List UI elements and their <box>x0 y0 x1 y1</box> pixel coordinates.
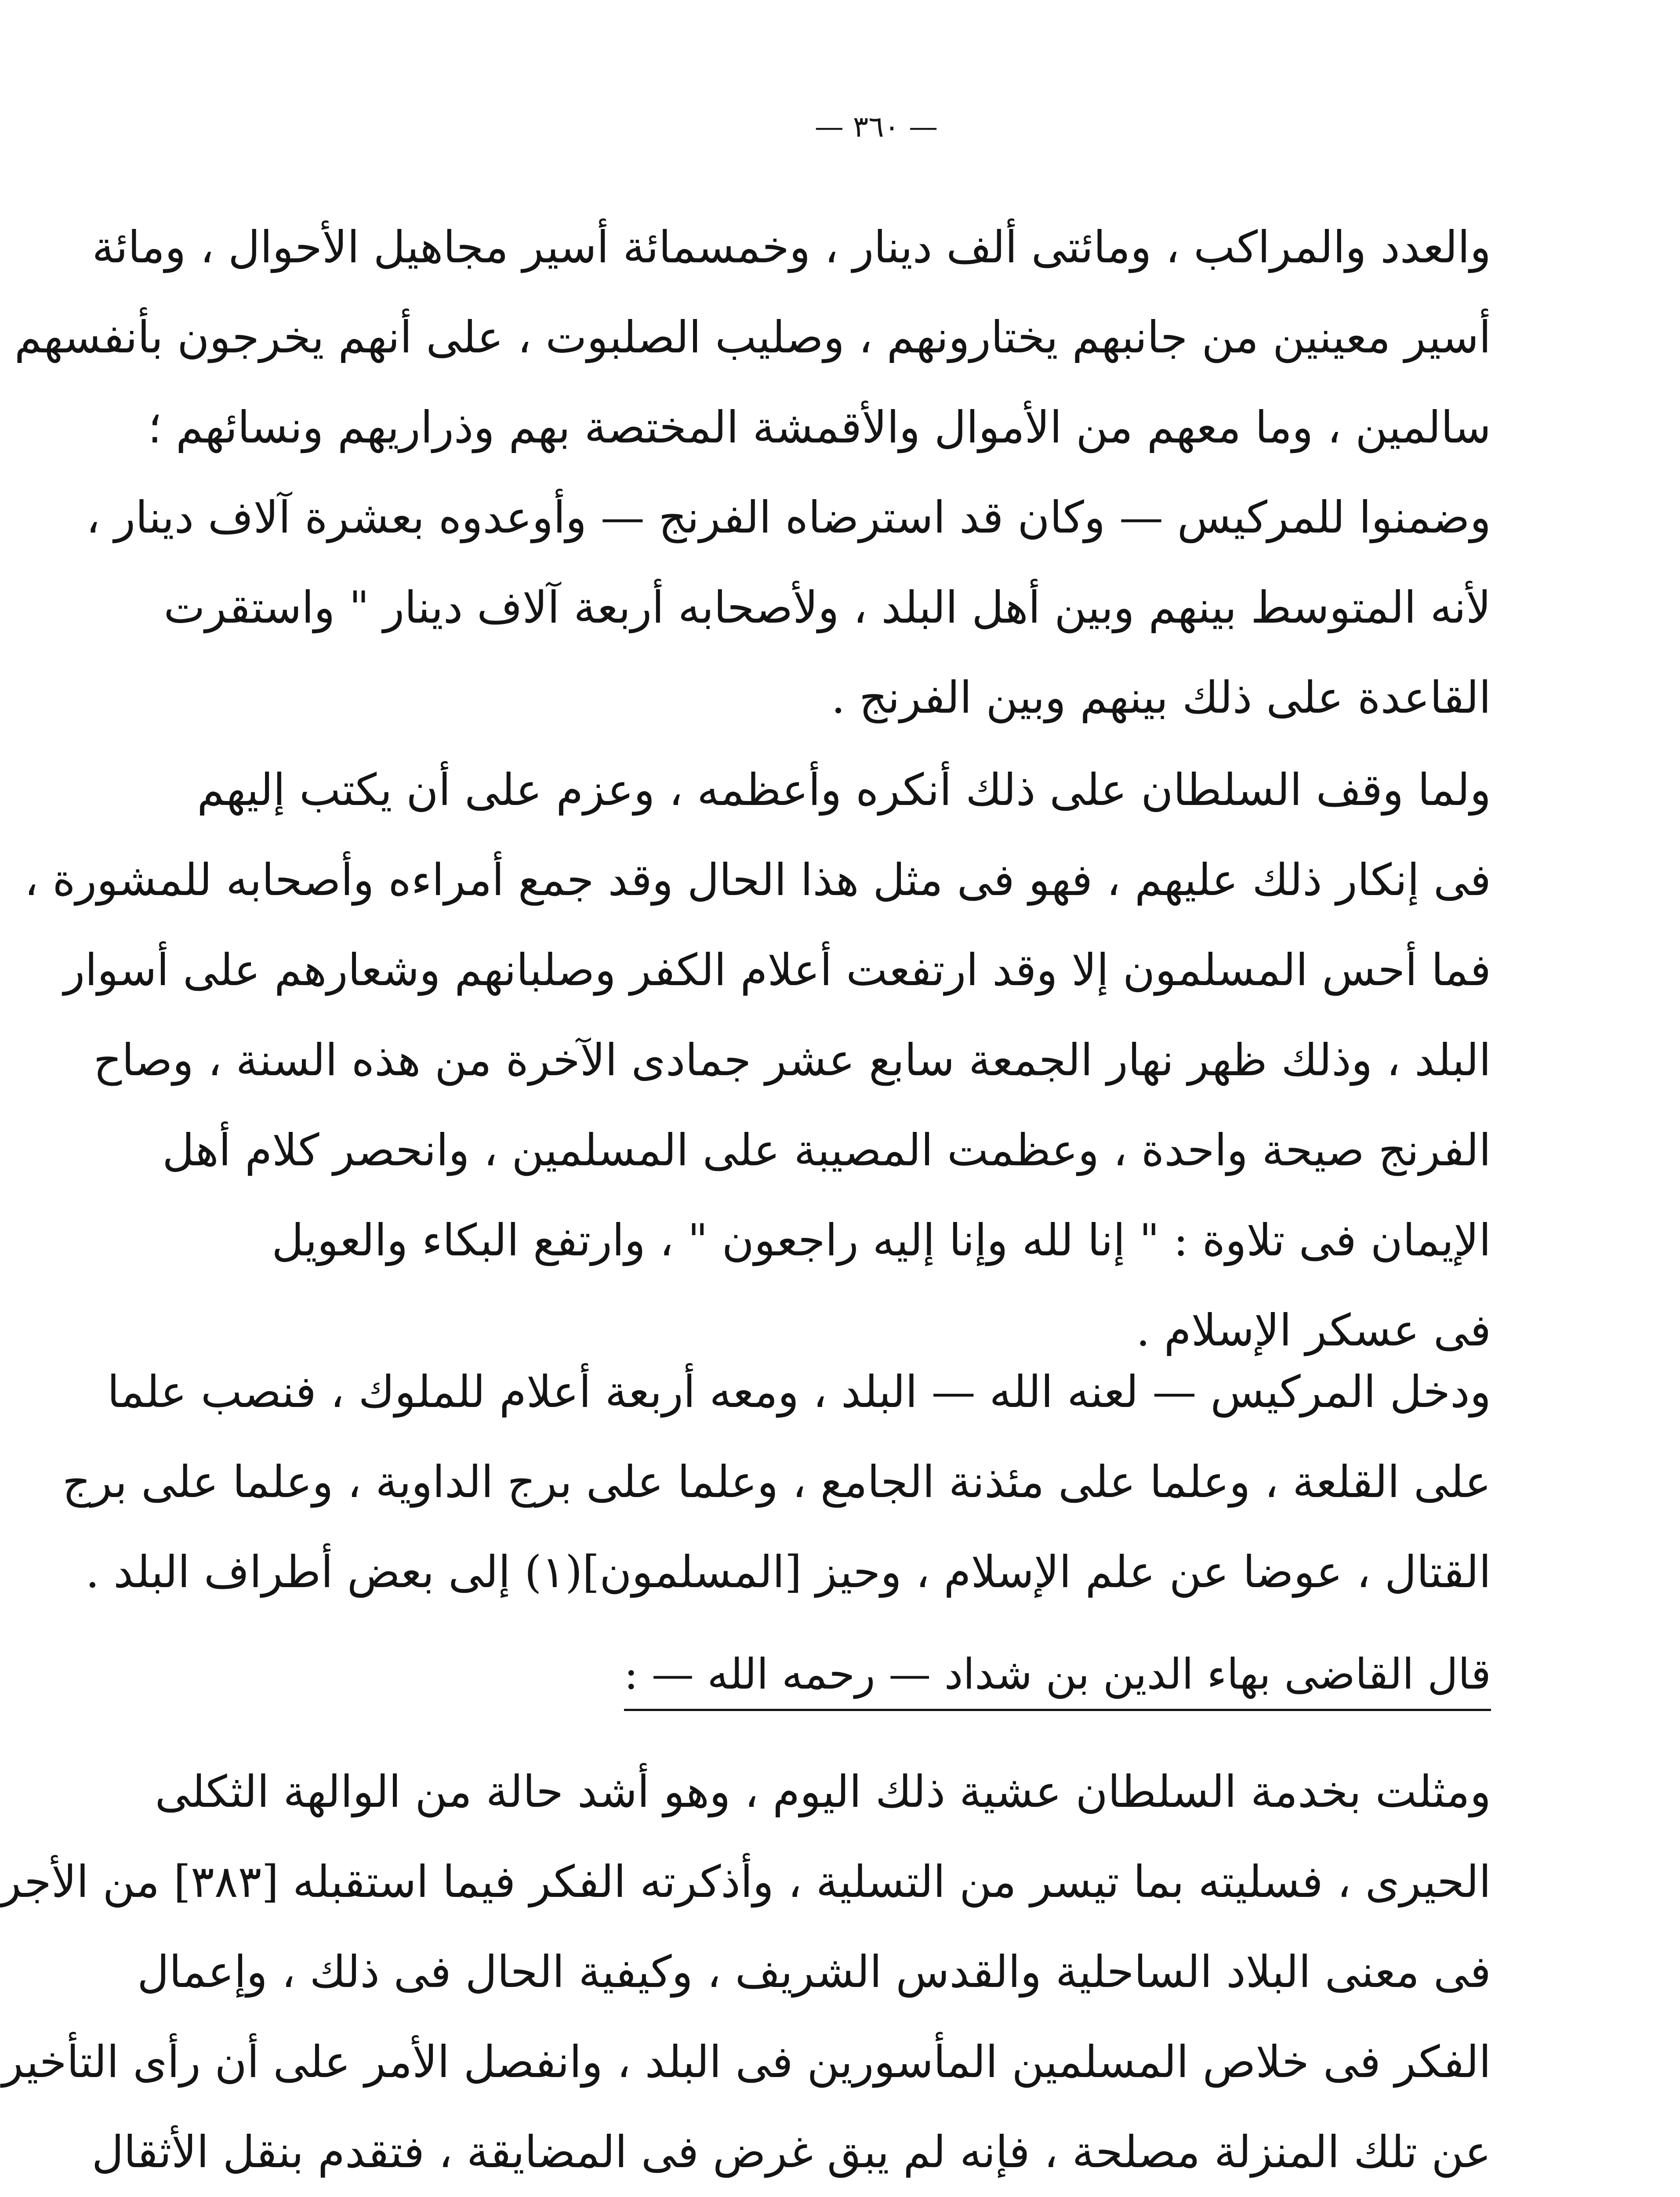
text-line: ومثلت بخدمة السلطان عشية ذلك اليوم ، وهو أشد حالة من الوالهة الثكلى <box>155 1766 1491 1817</box>
text-line: لأنه المتوسط بينهم وبين أهل البلد ، ولأصحابه أربعة آلاف دينار " واستقرت <box>163 582 1491 633</box>
text-line: فى معنى البلاد الساحلية والقدس الشريف ، وكيفية الحال فى ذلك ، وإعمال <box>137 1946 1491 1998</box>
paragraph-4 <box>0 1747 1491 2197</box>
page-number: — ٣٦٠ — <box>814 110 938 144</box>
text-line: والعدد والمراكب ، ومائتى ألف دينار ، وخمسمائة أسير مجاهيل الأحوال ، ومائة <box>92 221 1491 273</box>
text-line: الحيرى ، فسليته بما تيسر من التسلية ، وأذكرته الفكر فيما استقبله [٣٨٣] من الأجر <box>0 1856 1491 1907</box>
text-line: أسير معينين من جانبهم يختارونهم ، وصليب الصلبوت ، على أنهم يخرجون بأنفسهم <box>14 312 1491 363</box>
text-line: الفكر فى خلاص المسلمين المأسورين فى البلد ، وانفصل الأمر على أن رأى التأخير <box>2 2036 1491 2088</box>
text-line: وضمنوا للمركيس — وكان قد استرضاه الفرنج — وأوعدوه بعشرة آلاف دينار ، <box>86 492 1491 543</box>
text-line: القاعدة على ذلك بينهم وبين الفرنج . <box>831 672 1491 723</box>
paragraph-1 <box>14 202 1491 743</box>
paragraph-2 <box>24 745 1491 1375</box>
text-line: فى عسكر الإسلام . <box>1136 1305 1491 1356</box>
text-line: على القلعة ، وعلما على مئذنة الجامع ، وعلما على برج الداوية ، وعلما على برج <box>62 1456 1491 1508</box>
text-line: ودخل المركيس — لعنه الله — البلد ، ومعه أربعة أعلام للملوك ، فنصب علما <box>107 1366 1491 1418</box>
text-line: ولما وقف السلطان على ذلك أنكره وأعظمه ، وعزم على أن يكتب إليهم <box>197 764 1491 816</box>
paragraph-3 <box>62 1347 1491 1617</box>
text-line: فما أحس المسلمون إلا وقد ارتفعت أعلام الكفر وصلبانهم وشعارهم على أسوار <box>64 944 1491 996</box>
text-line: الفرنج صيحة واحدة ، وعظمت المصيبة على المسلمين ، وانحصر كلام أهل <box>162 1124 1491 1176</box>
section-heading: قال القاضى بهاء الدين بن شداد — رحمه الله — : <box>624 1641 1491 1711</box>
text-line: البلد ، وذلك ظهر نهار الجمعة سابع عشر جمادى الآخرة من هذه السنة ، وصاح <box>93 1034 1491 1086</box>
text-line: فى إنكار ذلك عليهم ، فهو فى مثل هذا الحال وقد جمع أمراءه وأصحابه للمشورة ، <box>24 854 1491 906</box>
text-line: عن تلك المنزلة مصلحة ، فإنه لم يبق غرض فى المضايقة ، فتقدم بنقل الأثقال <box>91 2126 1491 2178</box>
text-line: سالمين ، وما معهم من الأموال والأقمشة المختصة بهم وذراريهم ونسائهم ؛ <box>148 402 1491 453</box>
text-line: القتال ، عوضا عن علم الإسلام ، وحيز [المسلمون](١) إلى بعض أطراف البلد . <box>85 1546 1491 1598</box>
text-line: الإيمان فى تلاوة : " إنا لله وإنا إليه راجعون " ، وارتفع البكاء والعويل <box>272 1215 1491 1266</box>
